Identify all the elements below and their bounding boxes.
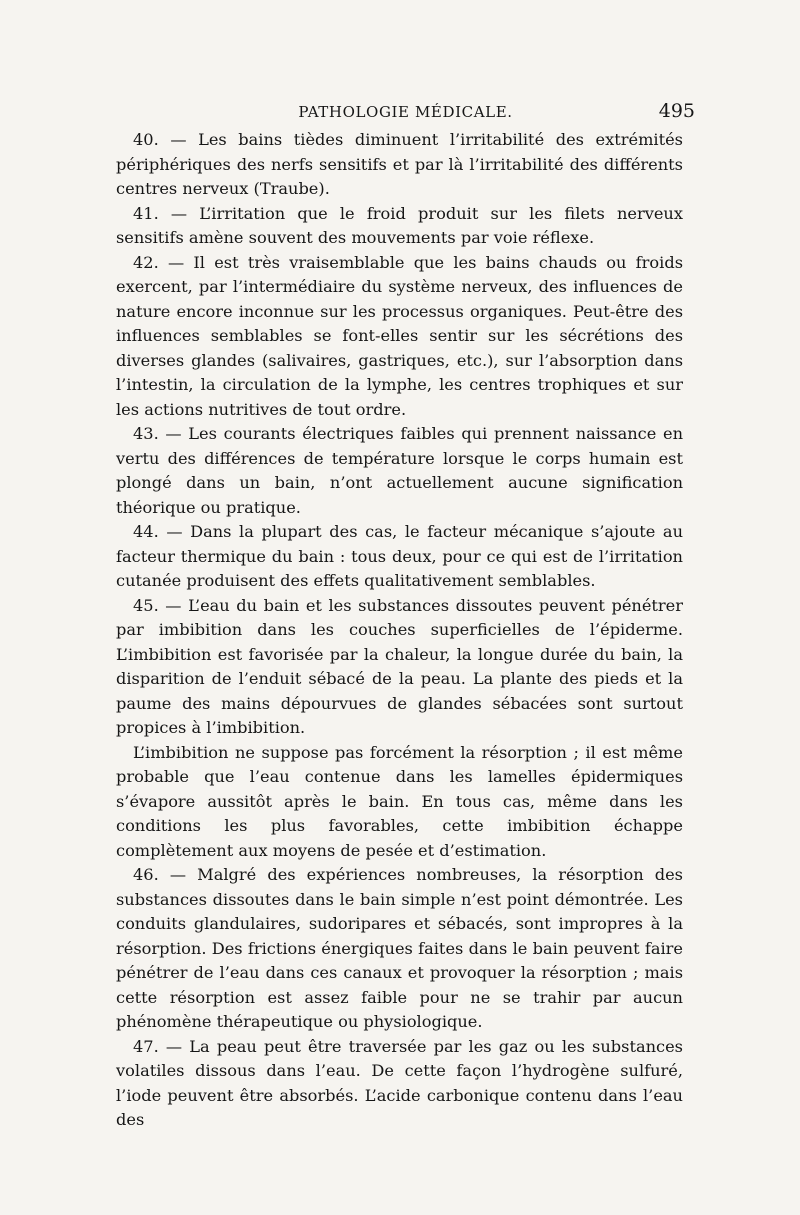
- running-title: PATHOLOGIE MÉDICALE.: [298, 103, 513, 121]
- paragraph-47: 47. — La peau peut être traversée par les gaz ou les substances volatiles dissous dans l’eau. De cette façon l’hydrogène sulfuré, l’iode peuvent être absorbés. L’acide carbonique contenu dans l’eau des: [116, 1036, 683, 1129]
- paragraph-40: 40. — Les bains tièdes diminuent l’irritabilité des extrémités périphériques des nerfs sensitifs et par là l’irritabilité des différents centres nerveux (Traube).: [116, 130, 683, 198]
- paragraph-41: 41. — L’irritation que le froid produit sur les filets nerveux sensitifs amène souvent des mouvements par voie réflexe.: [116, 203, 683, 247]
- paragraph-42: 42. — Il est très vraisemblable que les bains chauds ou froids exercent, par l’intermédiaire du système nerveux, des influences de nature encore inconnue sur les processus organiques. Peut-être des influences semblables se font-elles sentir sur les sécrétions des diverses glandes (salivaires, gastriques, etc.), sur l’absorption dans l’intestin, la circulation de la lymphe, les centres trophiques et sur les actions nutritives de tout ordre.: [116, 252, 683, 419]
- running-head: [116, 100, 695, 124]
- body-text: [116, 128, 683, 1133]
- paragraph-44: 44. — Dans la plupart des cas, le facteur mécanique s’ajoute au facteur thermique du bain : tous deux, pour ce qui est de l’irritation cutanée produisent des effets qualitativement semblables.: [116, 522, 683, 590]
- paragraph-45: 45. — L’eau du bain et les substances dissoutes peuvent pénétrer par imbibition dans les couches superficielles de l’épiderme. L’imbibition est favorisée par la chaleur, la longue durée du bain, la disparition de l’enduit sébacé de la peau. La plante des pieds et la paume des mains dépourvues de glandes sébacées sont surtout propices à l’imbibition.: [116, 595, 683, 737]
- page-number: 495: [658, 100, 695, 122]
- paragraph-46: 46. — Malgré des expériences nombreuses, la résorption des substances dissoutes dans le bain simple n’est point démontrée. Les conduits glandulaires, sudoripares et sébacés, sont impropres à la résorption. Des frictions énergiques faites dans le bain peuvent faire pénétrer de l’eau dans ces canaux et provoquer la résorption ; mais cette résorption est assez faible pour ne se trahir par aucun phénomène thérapeutique ou physiologique.: [116, 865, 683, 1031]
- paragraph-45-continued: L’imbibition ne suppose pas forcément la résorption ; il est même probable que l’eau contenue dans les lamelles épidermiques s’évapore aussitôt après le bain. En tous cas, même dans les conditions les plus favorables, cette imbibition échappe complètement aux moyens de pesée et d’estimation.: [116, 742, 683, 860]
- paragraph-43: 43. — Les courants électriques faibles qui prennent naissance en vertu des différences de température lorsque le corps humain est plongé dans un bain, n’ont actuellement aucune signification théorique ou pratique.: [116, 424, 683, 517]
